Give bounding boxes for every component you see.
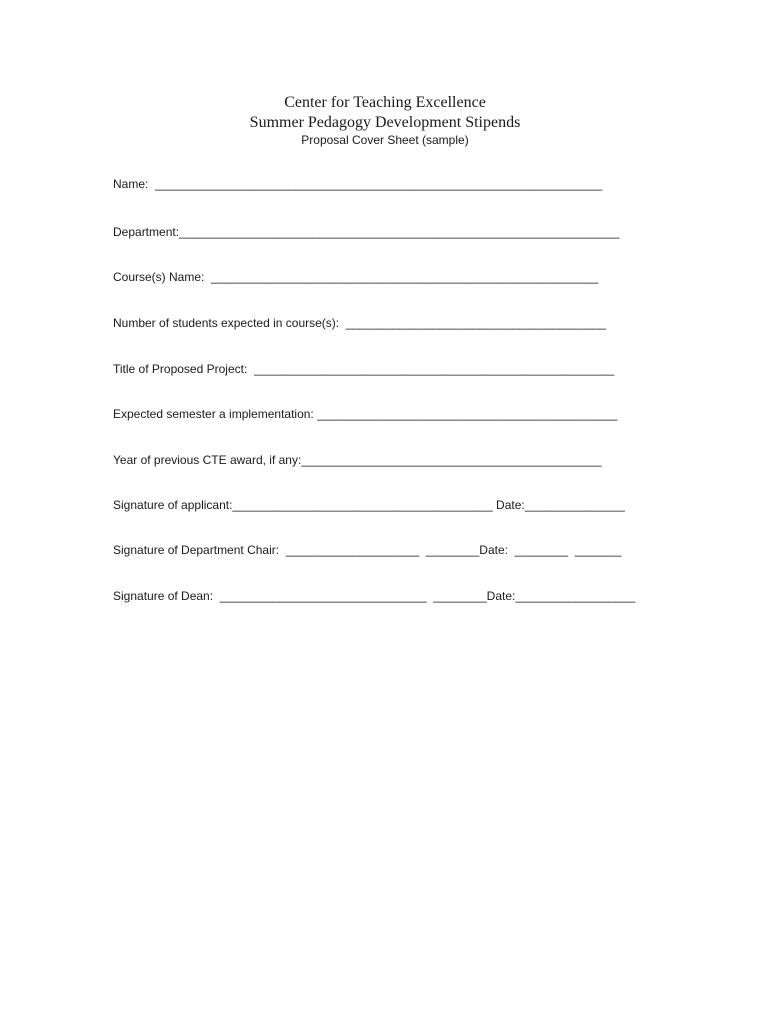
document-form-label: Proposal Cover Sheet (sample) [301, 133, 469, 147]
name-field[interactable]: Name: ___________________________________________________________________ [113, 177, 603, 191]
project-title-field[interactable]: Title of Proposed Project: ______________________________________________________ [113, 362, 615, 376]
students-expected-field[interactable]: Number of students expected in course(s): _______________________________________ [113, 316, 607, 330]
previous-award-field[interactable]: Year of previous CTE award, if any:_____________________________________________ [113, 453, 602, 467]
department-chair-signature-field[interactable]: Signature of Department Chair: ____________________ ________Date: ________ _______ [113, 543, 622, 557]
semester-implementation-field[interactable]: Expected semester a implementation: _____________________________________________ [113, 407, 618, 421]
department-field[interactable]: Department:__________________________________________________________________ [113, 225, 620, 239]
courses-name-field[interactable]: Course(s) Name: __________________________________________________________ [113, 270, 599, 284]
document-subtitle: Summer Pedagogy Development Stipends [249, 114, 521, 131]
document-title: Center for Teaching Excellence [284, 94, 486, 111]
applicant-signature-field[interactable]: Signature of applicant:_______________________________________ Date:_______________ [113, 498, 625, 512]
dean-signature-field[interactable]: Signature of Dean: _______________________________ ________Date:__________________ [113, 589, 636, 603]
